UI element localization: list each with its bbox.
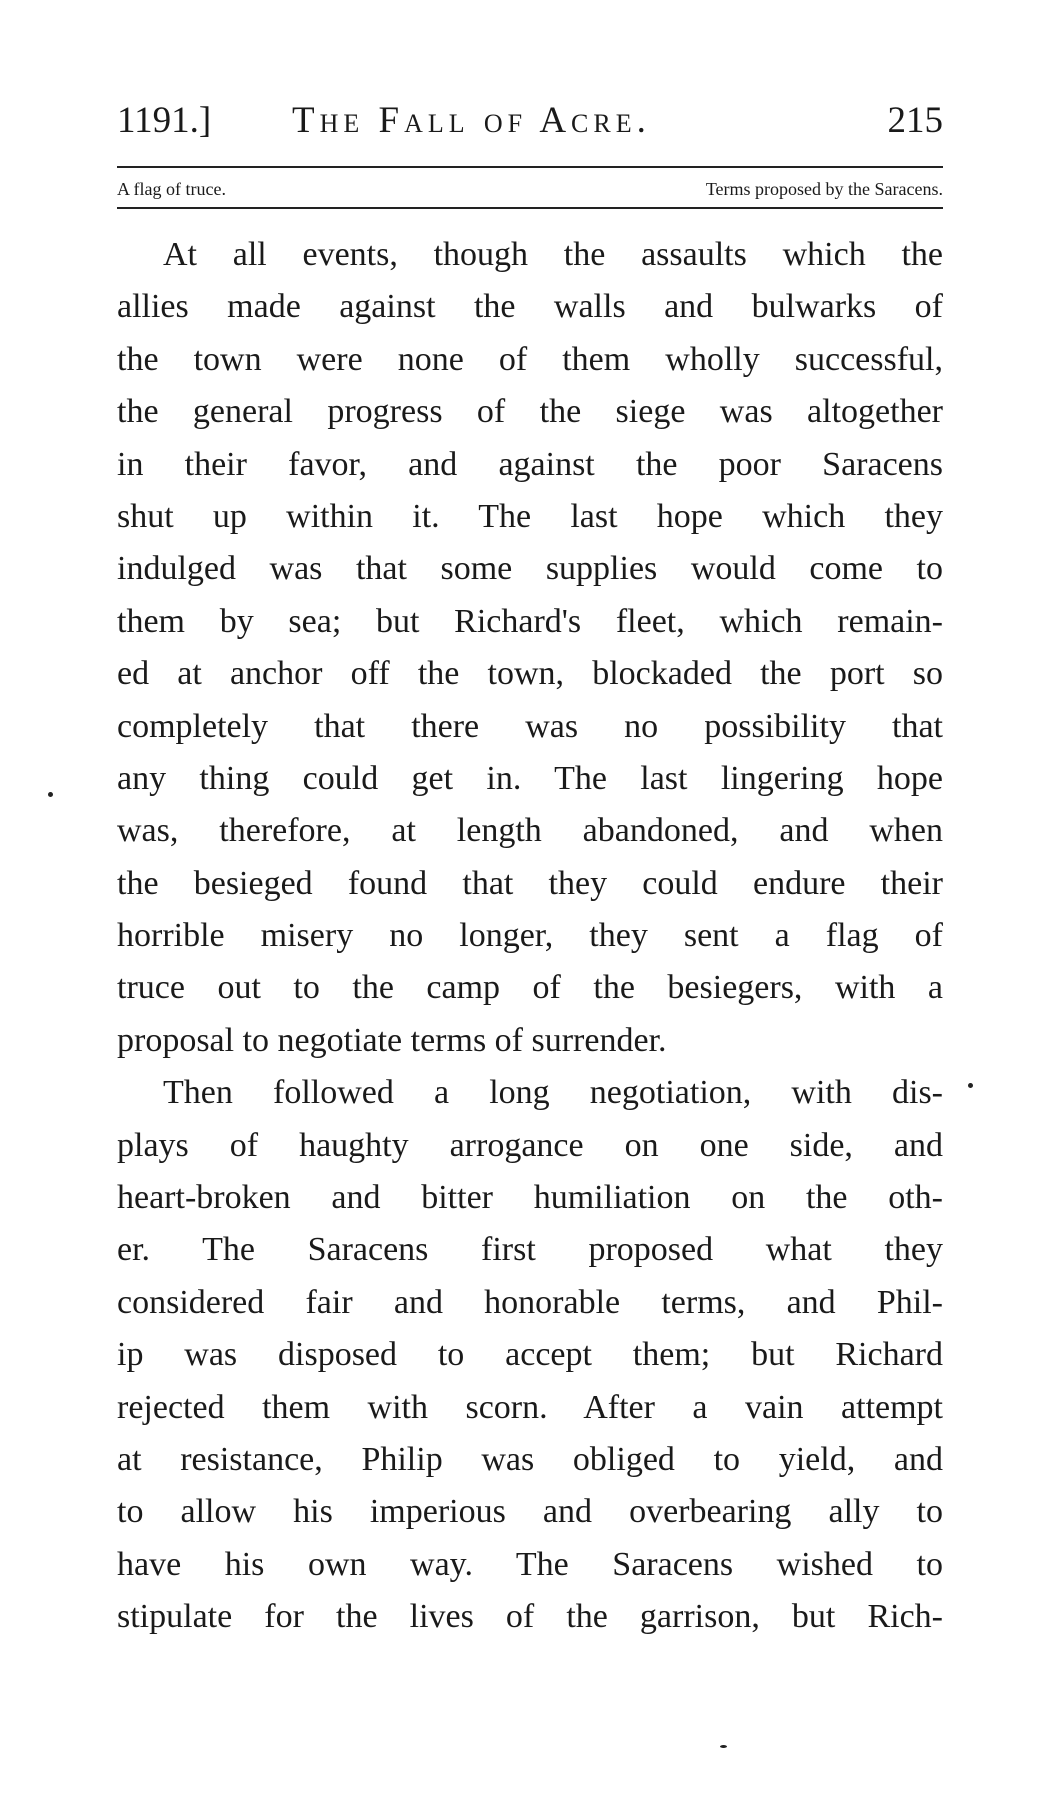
sidenote-left: A flag of truce.	[117, 179, 226, 199]
text-line: heart-broken and bitter humiliation on the oth-	[117, 1179, 943, 1217]
text-line: er. The Saracens first proposed what they	[117, 1231, 943, 1269]
text-line: proposal to negotiate terms of surrender.	[117, 1021, 667, 1059]
print-speck	[968, 1083, 973, 1088]
text-line: allies made against the walls and bulwarks of	[117, 288, 943, 326]
paragraph-1	[117, 229, 943, 1067]
text-line: rejected them with scorn. After a vain attempt	[117, 1388, 943, 1426]
text-line: At all events, though the assaults which the	[163, 236, 943, 273]
paragraph-2	[117, 1067, 943, 1643]
text-line: the town were none of them wholly successful,	[117, 340, 943, 378]
text-line: the general progress of the siege was altogether	[117, 393, 943, 431]
text-line: ip was disposed to accept them; but Richard	[117, 1336, 943, 1374]
page-number: 215	[887, 100, 943, 141]
text-line: any thing could get in. The last lingering hope	[117, 759, 943, 797]
text-line: was, therefore, at length abandoned, and when	[117, 812, 943, 850]
text-line: truce out to the camp of the besiegers, with a	[117, 969, 943, 1007]
header-rule-bottom	[117, 207, 943, 209]
print-speck	[48, 792, 53, 797]
running-head	[117, 96, 943, 146]
text-line: stipulate for the lives of the garrison, but Rich-	[117, 1598, 943, 1636]
text-line: Then followed a long negotiation, with dis-	[163, 1074, 943, 1112]
text-line: considered fair and honorable terms, and Phil-	[117, 1283, 943, 1321]
text-line: have his own way. The Saracens wished to	[117, 1545, 943, 1583]
text-line: in their favor, and against the poor Saracens	[117, 445, 943, 483]
text-line: horrible misery no longer, they sent a flag of	[117, 917, 943, 955]
text-line: shut up within it. The last hope which they	[117, 497, 943, 535]
text-line: them by sea; but Richard's fleet, which remain-	[117, 602, 943, 640]
print-speck	[720, 1745, 727, 1748]
text-line: completely that there was no possibility that	[117, 707, 943, 745]
text-line: plays of haughty arrogance on one side, and	[117, 1126, 943, 1164]
sidenotes	[117, 174, 943, 204]
running-head-title: The Fall of Acre.	[292, 100, 651, 141]
header-rule-top	[117, 166, 943, 168]
body-text	[117, 229, 943, 1644]
text-line: the besieged found that they could endure their	[117, 864, 943, 902]
text-line: indulged was that some supplies would come to	[117, 550, 943, 588]
text-line: ed at anchor off the town, blockaded the port so	[117, 655, 943, 693]
text-line: at resistance, Philip was obliged to yield, and	[117, 1440, 943, 1478]
running-head-year: 1191.]	[117, 100, 212, 141]
sidenote-right: Terms proposed by the Saracens.	[705, 179, 943, 199]
text-line: to allow his imperious and overbearing ally to	[117, 1493, 943, 1531]
